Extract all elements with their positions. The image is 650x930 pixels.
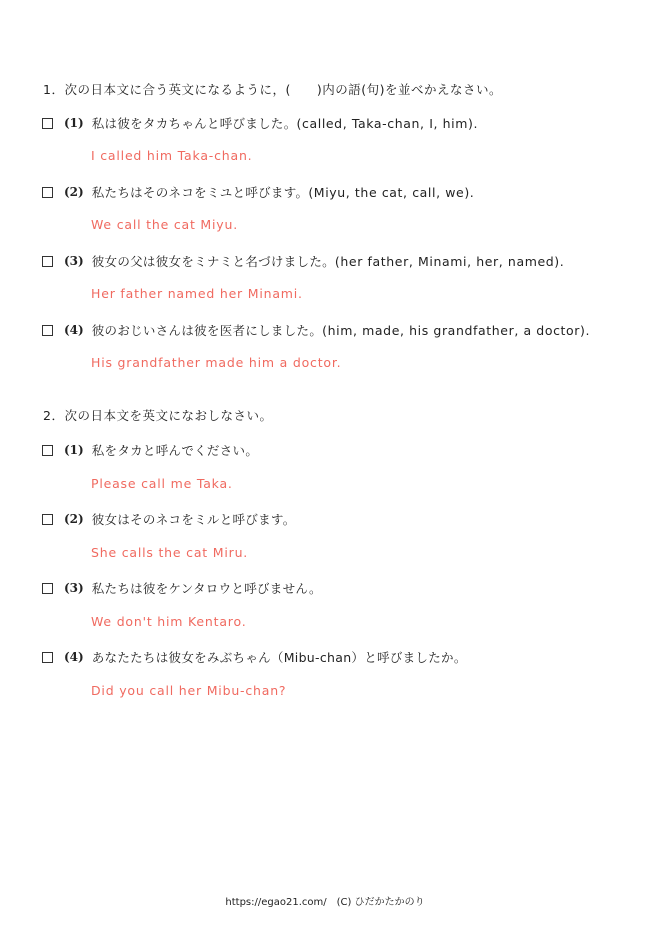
question-number: (3)	[64, 581, 84, 595]
checkbox-icon[interactable]	[42, 325, 53, 336]
question-words: (him, made, his grandfather, a doctor).	[322, 322, 591, 338]
question-text: 私たちは彼をケンタロウと呼びません。	[91, 581, 322, 596]
section-2-question-4	[42, 648, 467, 666]
question-text: 私は彼をタカちゃんと呼びました。	[91, 116, 297, 131]
section-1-answer-3: Her father named her Minami.	[91, 286, 303, 301]
question-text: 彼女の父は彼女をミナミと名づけました。	[91, 254, 335, 269]
question-number: (1)	[64, 443, 84, 457]
section-2-answer-2: She calls the cat Miru.	[91, 545, 249, 560]
checkbox-icon[interactable]	[42, 118, 53, 129]
checkbox-icon[interactable]	[42, 256, 53, 267]
section-1-title: 1．次の日本文に合う英文になるように，( )内の語(句)を並べかえなさい。	[43, 82, 502, 97]
section-2-answer-3: We don't him Kentaro.	[91, 614, 247, 629]
checkbox-icon[interactable]	[42, 652, 53, 663]
question-number: (4)	[64, 323, 84, 337]
question-number: (4)	[64, 650, 84, 664]
section-2-question-1	[42, 441, 258, 459]
checkbox-icon[interactable]	[42, 187, 53, 198]
section-1-question-1	[42, 114, 478, 132]
question-text: 彼女はそのネコをミルと呼びます。	[91, 512, 296, 527]
section-1-question-4	[42, 321, 590, 339]
section-1-question-3	[42, 252, 564, 270]
question-text: 彼のおじいさんは彼を医者にしました。	[91, 323, 323, 338]
question-text: 私をタカと呼んでください。	[91, 443, 259, 458]
footer-credit: https://egao21.com/ (C) ひだかたかのり	[225, 897, 425, 908]
question-number: (2)	[64, 512, 84, 526]
question-text: あなたたちは彼女をみぶちゃん（Mibu-chan）と呼びましたか。	[91, 650, 467, 665]
checkbox-icon[interactable]	[42, 445, 53, 456]
section-2-answer-4: Did you call her Mibu-chan?	[91, 683, 287, 698]
question-text: 私たちはそのネコをミユと呼びます。	[91, 185, 309, 200]
question-number: (3)	[64, 254, 84, 268]
section-1-answer-1: I called him Taka-chan.	[91, 148, 253, 163]
question-words: (called, Taka-chan, I, him).	[296, 115, 479, 131]
section-2-question-3	[42, 579, 322, 597]
question-words: (her father, Minami, her, named).	[334, 253, 565, 269]
section-2-answer-1: Please call me Taka.	[91, 476, 233, 491]
section-1-question-2	[42, 183, 474, 201]
section-2-question-2	[42, 510, 296, 528]
question-words: (Miyu, the cat, call, we).	[308, 184, 475, 200]
checkbox-icon[interactable]	[42, 514, 53, 525]
question-number: (1)	[64, 116, 84, 130]
question-number: (2)	[64, 185, 84, 199]
section-1-answer-2: We call the cat Miyu.	[91, 217, 238, 232]
section-2-title: 2．次の日本文を英文になおしなさい。	[43, 408, 273, 423]
checkbox-icon[interactable]	[42, 583, 53, 594]
section-1-answer-4: His grandfather made him a doctor.	[91, 355, 342, 370]
